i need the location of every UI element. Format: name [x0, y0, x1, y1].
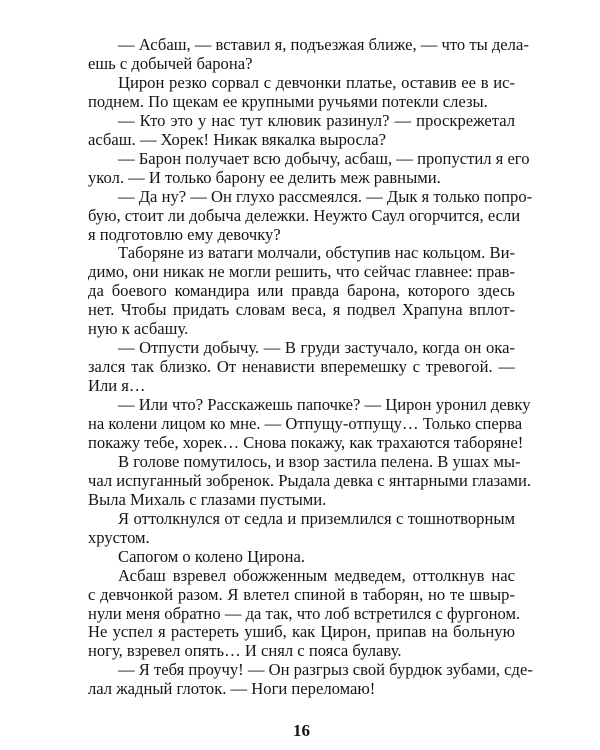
- text-line: нет. Чтобы придать словам веса, я подвел Храпуна вплот-: [88, 300, 515, 320]
- text-line: покажу тебе, хорек… Снова покажу, как трахаются таборяне!: [88, 432, 524, 452]
- text-line: В голове помутилось, и взор застила пелена. В ушах мы-: [118, 451, 521, 471]
- text-line: Таборяне из ватаги молчали, обступив нас кольцом. Ви-: [118, 243, 515, 263]
- text-line: — Я тебя проучу! — Он разгрыз свой бурдюк зубами, сде-: [118, 660, 533, 680]
- text-line: Я оттолкнулся от седла и приземлился с тошнотворным: [118, 508, 515, 528]
- text-line: Или я…: [88, 376, 146, 396]
- text-line: поднем. По щекам ее крупными ручьями потекли слезы.: [88, 91, 488, 111]
- text-line: на колени лицом ко мне. — Отпущу-отпущу… Только сперва: [88, 414, 523, 433]
- text-line: — Кто это у нас тут клювик разинул? — проскрежетал: [118, 110, 515, 130]
- book-page-lower-block: [88, 35, 533, 750]
- text-line: Цирон резко сорвал с девчонки платье, оставив ее в ис-: [118, 72, 515, 92]
- text-line: с девчонкой разом. Я влетел спиной в таборян, но те швыр-: [88, 584, 515, 604]
- text-line: я подготовлю ему девочку?: [88, 224, 281, 244]
- text-line: укол. — И только барону ее делить меж равными.: [88, 167, 441, 187]
- text-line: асбаш. — Хорек! Никак вякалка выросла?: [88, 129, 386, 149]
- text-line: лал жадный глоток. — Ноги переломаю!: [88, 679, 376, 699]
- text-line: зался так близко. От ненависти вперемешку с тревогой. —: [88, 357, 515, 377]
- text-line: хрустом.: [88, 527, 150, 547]
- text-line: бую, стоит ли добыча дележки. Неужто Саул огорчится, если: [88, 205, 521, 225]
- text-line: ногу, взревел опять… И снял с пояса булаву.: [88, 641, 402, 661]
- text-line: нули меня обратно — да так, что лоб встретился с фургоном.: [88, 603, 521, 623]
- text-line: Выла Михаль с глазами пустыми.: [88, 489, 327, 509]
- text-line: — Отпусти добычу. — В груди застучало, когда он ока-: [118, 338, 515, 358]
- text-line: — Да ну? — Он глухо рассмеялся. — Дык я только попро-: [118, 186, 533, 206]
- text-line: да боевого командира или правда барона, которого здесь: [88, 281, 515, 301]
- text-line: — Барон получает всю добычу, асбаш, — пропустил я его: [118, 148, 530, 168]
- text-line: ную к асбашу.: [88, 319, 189, 339]
- text-line: ешь с добычей барона?: [88, 53, 253, 73]
- text-line: — Асбаш, — вставил я, подъезжая ближе, — что ты дела-: [118, 35, 529, 54]
- text-line: Асбаш взревел обожженным медведем, оттолкнув нас: [118, 565, 515, 585]
- text-line: чал испуганный зобренок. Рыдала девка с янтарными глазами.: [88, 470, 532, 490]
- text-line: Сапогом о колено Цирона.: [118, 546, 305, 566]
- text-line: — Или что? Расскажешь папочке? — Цирон уронил девку: [118, 395, 531, 415]
- text-line: Не успел я растереть ушиб, как Цирон, припав на больную: [88, 622, 515, 642]
- page-number: 16: [293, 721, 310, 740]
- text-line: димо, они никак не могли решить, что сейчас главнее: прав-: [88, 262, 515, 282]
